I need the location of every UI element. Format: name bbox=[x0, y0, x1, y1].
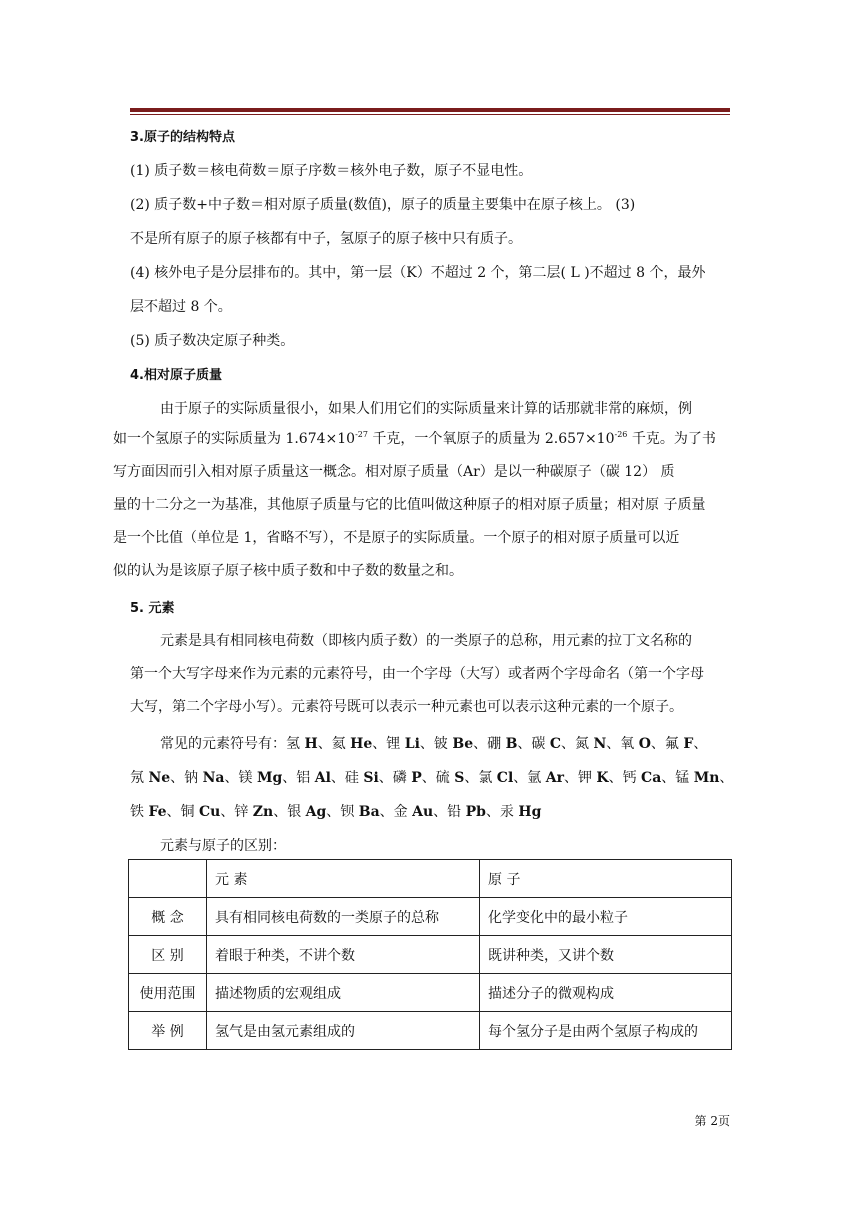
table-row bbox=[129, 898, 732, 936]
paragraph-line: 大写，第二个字母小写）。元素符号既可以表示一种元素也可以表示这种元素的一个原子。 bbox=[130, 699, 683, 715]
element-name: 氮 bbox=[575, 736, 594, 752]
element-name: 锂 bbox=[386, 736, 405, 752]
element-symbol: P bbox=[411, 770, 422, 786]
element-name: 氯 bbox=[478, 770, 497, 786]
paragraph-line: 由于原子的实际质量很小，如果人们用它们的实际质量来计算的话那就非常的麻烦，例 bbox=[160, 401, 692, 417]
element-name: 铍 bbox=[433, 736, 453, 752]
element-name: 硅 bbox=[344, 770, 364, 786]
element-name: 磷 bbox=[392, 770, 412, 786]
element-symbol: Ag bbox=[305, 804, 327, 820]
separator: 、 bbox=[419, 736, 434, 752]
paragraph-line: 元素是具有相同核电荷数（即核内质子数）的一类原子的总称，用元素的拉丁文名称的 bbox=[160, 633, 692, 649]
element-symbol: Be bbox=[452, 736, 474, 752]
element-name: 铝 bbox=[296, 770, 315, 786]
element-name: 镁 bbox=[238, 770, 257, 786]
element-symbol: Li bbox=[404, 736, 420, 752]
element-name: 钠 bbox=[184, 770, 203, 786]
element-symbols bbox=[286, 736, 707, 752]
element-name: 钙 bbox=[622, 770, 642, 786]
paragraph-line: 似的认为是该原子原子核中质子数和中子数的数量之和。 bbox=[113, 563, 463, 579]
element-name: 铜 bbox=[180, 804, 199, 820]
table-cell: 具有相同核电荷数的一类原子的总称 bbox=[207, 898, 480, 936]
separator: 、 bbox=[485, 804, 500, 820]
paragraph-line: 不是所有原子的原子核都有中子，氢原子的原子核中只有质子。 bbox=[130, 231, 522, 247]
element-name: 钾 bbox=[577, 770, 597, 786]
element-symbols-line-2 bbox=[130, 767, 733, 787]
element-symbol: Pb bbox=[465, 804, 486, 820]
element-symbol: Mg bbox=[256, 770, 283, 786]
separator: 、 bbox=[220, 804, 235, 820]
element-symbol: Na bbox=[202, 770, 225, 786]
element-symbol: Cu bbox=[199, 804, 221, 820]
table-row bbox=[129, 974, 732, 1012]
table-caption: 元素与原子的区别： bbox=[160, 838, 286, 854]
element-symbol: S bbox=[454, 770, 465, 786]
separator: 、 bbox=[464, 770, 479, 786]
paragraph-line: 是一个比值（单位是 1，省略不写），不是原子的实际质量。一个原子的相对原子质量可以近 bbox=[113, 530, 680, 546]
table-row-label: 举 例 bbox=[129, 1012, 207, 1050]
separator: 、 bbox=[372, 736, 387, 752]
table-row-label: 概 念 bbox=[129, 898, 207, 936]
separator: 、 bbox=[170, 770, 185, 786]
element-symbol: Zn bbox=[252, 804, 274, 820]
paragraph-line: (2) 质子数+中子数＝相对原子质量(数值)，原子的质量主要集中在原子核上。 (3) bbox=[130, 197, 636, 213]
separator: 、 bbox=[166, 804, 181, 820]
separator: 、 bbox=[693, 736, 708, 752]
section-heading: 5. 元素 bbox=[130, 601, 175, 616]
table-cell: 氢气是由氢元素组成的 bbox=[207, 1012, 480, 1050]
element-symbol: Si bbox=[363, 770, 379, 786]
paragraph-line: 写方面因而引入相对原子质量这一概念。相对原子质量（Ar）是以一种碳原子（碳 12） 质 bbox=[113, 464, 675, 480]
element-name: 碳 bbox=[531, 736, 550, 752]
element-symbol: Ne bbox=[148, 770, 171, 786]
paragraph-line: 第一个大写字母来作为元素的元素符号，由一个字母（大写）或者两个字母命名（第一个字母 bbox=[130, 666, 704, 682]
element-name: 铁 bbox=[130, 804, 149, 820]
separator: 、 bbox=[608, 770, 623, 786]
element-symbol: Ba bbox=[358, 804, 380, 820]
exponent: -26 bbox=[614, 430, 628, 439]
separator: 、 bbox=[379, 804, 394, 820]
separator: 、 bbox=[661, 770, 676, 786]
element-name: 氧 bbox=[620, 736, 639, 752]
element-symbol: Al bbox=[314, 770, 331, 786]
separator: 、 bbox=[719, 770, 734, 786]
comparison-table bbox=[128, 859, 732, 1050]
table-row bbox=[129, 936, 732, 974]
element-name: 锌 bbox=[234, 804, 253, 820]
element-name: 锰 bbox=[675, 770, 694, 786]
table-cell: 描述分子的微观构成 bbox=[480, 974, 732, 1012]
separator: 、 bbox=[421, 770, 436, 786]
element-symbol: Ca bbox=[641, 770, 662, 786]
element-name: 氟 bbox=[664, 736, 684, 752]
element-name: 铅 bbox=[447, 804, 466, 820]
element-symbols-line-1: 常见的元素符号有：氢 H、氦 He、锂 Li、铍 Be、硼 B、碳 C、氮 N、氧 O、氟 F、 bbox=[160, 736, 708, 752]
element-symbol: Ar bbox=[545, 770, 564, 786]
separator: 、 bbox=[317, 736, 332, 752]
element-symbol: He bbox=[350, 736, 373, 752]
separator: 、 bbox=[224, 770, 239, 786]
separator: 、 bbox=[273, 804, 288, 820]
paragraph-line: 层不超过 8 个。 bbox=[130, 299, 232, 315]
separator: 、 bbox=[378, 770, 393, 786]
element-symbol: B bbox=[505, 736, 518, 752]
table-cell: 着眼于种类，不讲个数 bbox=[207, 936, 480, 974]
table-cell: 化学变化中的最小粒子 bbox=[480, 898, 732, 936]
element-symbol: N bbox=[593, 736, 607, 752]
element-symbol: Cl bbox=[496, 770, 514, 786]
section-heading: 4.相对原子质量 bbox=[130, 368, 222, 383]
element-name: 氢 bbox=[286, 736, 305, 752]
table-header-cell bbox=[129, 860, 207, 898]
paragraph-line: (1) 质子数＝核电荷数＝原子序数＝核外电子数，原子不显电性。 bbox=[130, 163, 533, 179]
paragraph-line: (4) 核外电子是分层排布的。其中，第一层（K）不超过 2 个，第二层( L )不超过 8 个，最外 bbox=[130, 265, 706, 281]
element-symbol: C bbox=[549, 736, 562, 752]
element-symbol: F bbox=[683, 736, 694, 752]
paragraph-line: 如一个氢原子的实际质量为 $1.674\times 10^{-27}$ 千克，一个氧原子的质量为 $2.657\times 10^{-26}$ 千克。为了书 bbox=[113, 430, 716, 447]
element-symbols-line-3 bbox=[130, 801, 541, 821]
separator: 、 bbox=[326, 804, 341, 820]
exponent: -27 bbox=[355, 430, 368, 439]
page-number: 第 2页 bbox=[694, 1114, 730, 1128]
separator: 、 bbox=[282, 770, 297, 786]
element-name: 金 bbox=[393, 804, 413, 820]
paragraph-line: 量的十二分之一为基准，其他原子质量与它的比值叫做这种原子的相对原子质量；相对原 子质量 bbox=[113, 497, 706, 513]
element-name: 氩 bbox=[527, 770, 546, 786]
element-symbol: K bbox=[596, 770, 609, 786]
table-cell: 每个氢分子是由两个氢原子构成的 bbox=[480, 1012, 732, 1050]
element-symbol: Mn bbox=[693, 770, 720, 786]
element-name: 银 bbox=[287, 804, 306, 820]
separator: 、 bbox=[563, 770, 578, 786]
element-name: 氖 bbox=[130, 770, 149, 786]
table-row-label: 区 别 bbox=[129, 936, 207, 974]
table-header-cell: 元 素 bbox=[207, 860, 480, 898]
element-symbol: Hg bbox=[518, 804, 542, 820]
separator: 、 bbox=[606, 736, 621, 752]
separator: 、 bbox=[330, 770, 345, 786]
header-rule-thin bbox=[130, 114, 730, 115]
separator: 、 bbox=[473, 736, 488, 752]
table-header-cell: 原 子 bbox=[480, 860, 732, 898]
separator: 、 bbox=[433, 804, 448, 820]
element-symbol: O bbox=[638, 736, 651, 752]
element-name: 汞 bbox=[499, 804, 519, 820]
paragraph-line: (5) 质子数决定原子种类。 bbox=[130, 333, 295, 349]
separator: 、 bbox=[650, 736, 665, 752]
header-rule bbox=[130, 108, 730, 112]
table-cell: 既讲种类，又讲个数 bbox=[480, 936, 732, 974]
element-name: 硼 bbox=[487, 736, 506, 752]
element-name: 钡 bbox=[340, 804, 359, 820]
table-row-label: 使用范围 bbox=[129, 974, 207, 1012]
element-symbol: Au bbox=[412, 804, 434, 820]
element-name: 硫 bbox=[435, 770, 455, 786]
separator: 、 bbox=[517, 736, 532, 752]
section-heading: 3.原子的结构特点 bbox=[130, 130, 235, 145]
table-cell: 描述物质的宏观组成 bbox=[207, 974, 480, 1012]
separator: 、 bbox=[561, 736, 576, 752]
element-name: 氦 bbox=[331, 736, 351, 752]
element-symbol: H bbox=[304, 736, 318, 752]
element-symbol: Fe bbox=[148, 804, 167, 820]
table-row bbox=[129, 1012, 732, 1050]
table-header-row bbox=[129, 860, 732, 898]
separator: 、 bbox=[513, 770, 528, 786]
